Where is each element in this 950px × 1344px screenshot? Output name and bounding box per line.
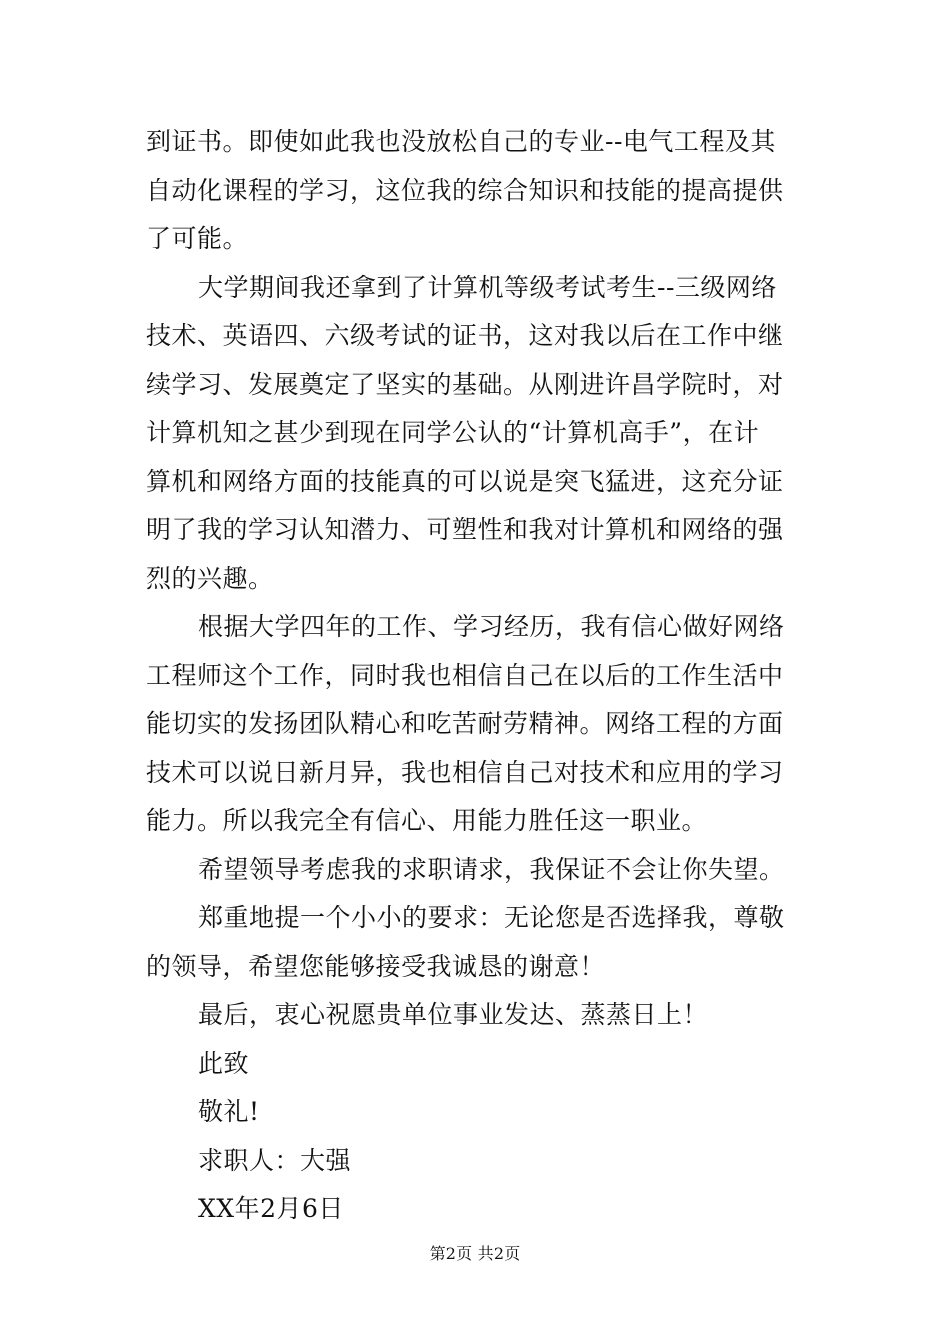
text-line-6: 续学习、发展奠定了坚实的基础。从刚进许昌学院时，对 bbox=[146, 369, 784, 399]
text-line-4: 大学期间我还拿到了计算机等级考试考生--三级网络 bbox=[198, 272, 777, 302]
closing-salutation-2: 敬礼! bbox=[198, 1097, 260, 1126]
closing-salutation-1: 此致 bbox=[198, 1048, 250, 1078]
text-line-12: 工程师这个工作，同时我也相信自己在以后的工作生活中 bbox=[146, 660, 784, 690]
text-line-15: 能力。所以我完全有信心、用能力胜任这一职业。 bbox=[146, 806, 708, 835]
text-line-9: 明了我的学习认知潜力、可塑性和我对计算机和网络的强 bbox=[146, 515, 784, 544]
text-line-19: 最后，衷心祝愿贵单位事业发达、蒸蒸日上！ bbox=[198, 1000, 709, 1029]
text-line-16: 希望领导考虑我的求职请求，我保证不会让你失望。 bbox=[198, 854, 785, 884]
text-line-14: 技术可以说日新月异，我也相信自己对技术和应用的学习 bbox=[146, 757, 784, 787]
text-line-3: 了可能。 bbox=[146, 224, 249, 253]
text-line-17: 郑重地提一个小小的要求：无论您是否选择我，尊敬 bbox=[198, 903, 785, 932]
page-number-footer: 第2页 共2页 bbox=[429, 1244, 521, 1263]
text-line-8: 算机和网络方面的技能真的可以说是突飞猛进，这充分证 bbox=[146, 466, 784, 496]
text-line-11: 根据大学四年的工作、学习经历，我有信心做好网络 bbox=[198, 612, 785, 641]
text-line-1: 到证书。即使如此我也没放松自己的专业--电气工程及其 bbox=[146, 127, 776, 156]
date-line: XX年2月6日 bbox=[198, 1194, 344, 1223]
signature-line: 求职人：大强 bbox=[198, 1145, 352, 1175]
text-line-7: 计算机知之甚少到现在同学公认的“计算机高手”，在计 bbox=[146, 418, 760, 447]
text-line-18: 的领导，希望您能够接受我诚恳的谢意！ bbox=[146, 951, 606, 981]
text-line-13: 能切实的发扬团队精心和吃苦耐劳精神。网络工程的方面 bbox=[146, 709, 784, 738]
text-line-2: 自动化课程的学习，这位我的综合知识和技能的提高提供 bbox=[146, 175, 784, 205]
text-line-5: 技术、英语四、六级考试的证书，这对我以后在工作中继 bbox=[146, 321, 784, 350]
text-line-10: 烈的兴趣。 bbox=[146, 563, 274, 593]
letter-body bbox=[146, 118, 808, 1234]
